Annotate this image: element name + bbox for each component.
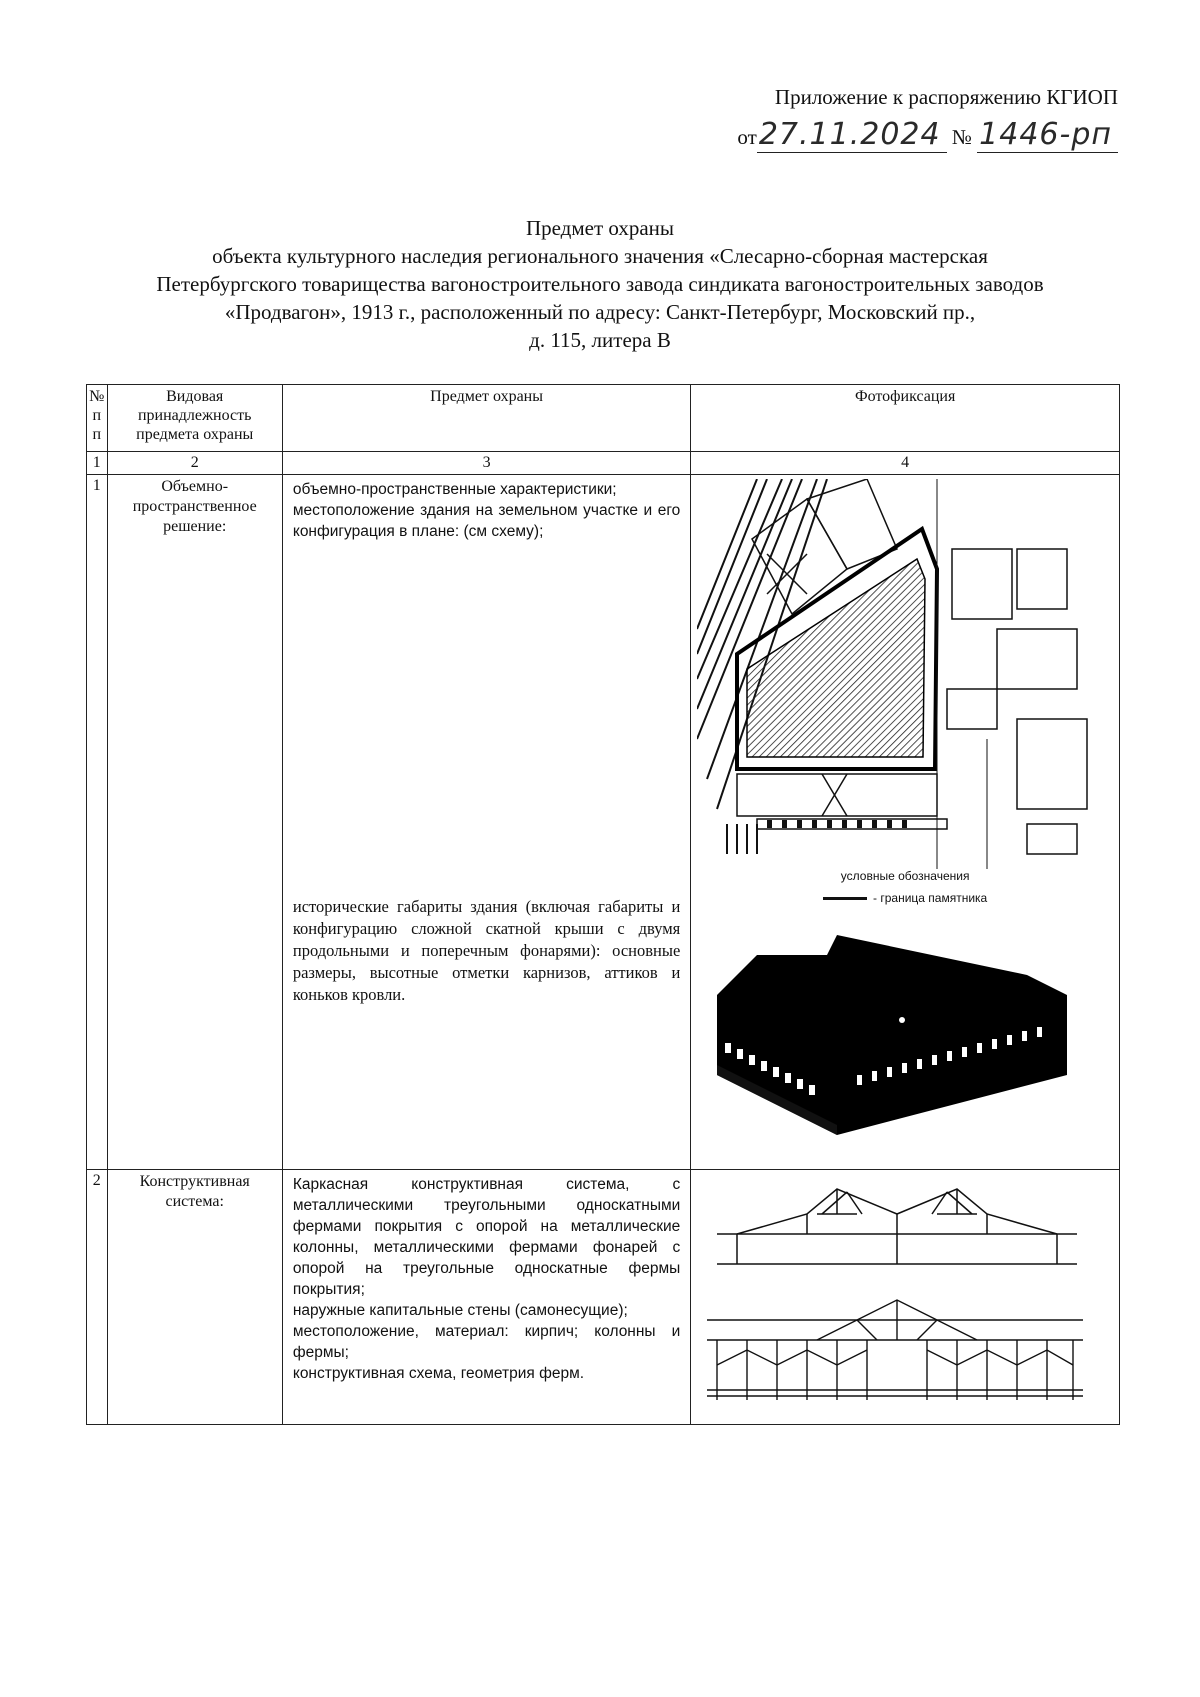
building-3d-view — [697, 925, 1093, 1135]
header-subject: Предмет охраны — [282, 385, 690, 452]
header-kind: Видовая принадлежность предмета охраны — [107, 385, 282, 452]
column-number-row — [87, 452, 1120, 475]
header-row — [87, 385, 1120, 452]
row-1-subject — [282, 475, 690, 1170]
protection-table — [86, 384, 1120, 1425]
col-number-4: 4 — [691, 452, 1120, 475]
row-2-subject-text: Каркасная конструктивная система, с металлическими треугольными односкатными фермами покрытия с опорой на металлические колонны, металлическими фермами фонарей с опорой на треугольные односкатные фермы покрытия; наружные капитальные стены (самонесущие); местоположение, материал: кирпич; колонны и фермы; конструктивная схема, геометрия ферм. — [292, 1176, 681, 1382]
row-2-photo — [691, 1170, 1120, 1425]
col-number-3: 3 — [282, 452, 690, 475]
header-num: № п п — [87, 385, 108, 452]
annex-title: Приложение к распоряжению КГИОП — [774, 85, 1118, 109]
title-line-3: Петербургского товарищества вагоностроительного завода синдиката вагоностроительных заводов — [156, 272, 1044, 296]
row-1-num: 1 — [87, 475, 108, 1170]
row-2-num: 2 — [87, 1170, 108, 1425]
number-label: № — [951, 125, 972, 149]
row-2-subject — [282, 1170, 690, 1425]
legend-item: - граница памятника — [873, 891, 988, 905]
title-line-5: д. 115, литера В — [529, 328, 671, 352]
header-photo: Фотофиксация — [691, 385, 1120, 452]
site-plan-figure — [697, 479, 1093, 869]
document-title — [70, 214, 1130, 354]
map-legend — [697, 869, 1113, 905]
title-line-4: «Продвагон», 1913 г., расположенный по адресу: Санкт-Петербург, Московский пр., — [224, 300, 976, 324]
row-1-kind: Объемно-пространственное решение: — [107, 475, 282, 1170]
row-1-subject-a: объемно-пространственные характеристики; местоположение здания на земельном участке и его конфигурация в плане: (см схему); — [292, 481, 681, 540]
annex-date-number — [737, 117, 1118, 152]
handwritten-date: 27.11.2024 — [757, 117, 947, 153]
col-number-1: 1 — [87, 452, 108, 475]
annex-header — [737, 82, 1118, 152]
from-label: от — [737, 125, 757, 149]
truss-section-lower — [697, 1290, 1093, 1410]
legend-row — [697, 891, 1113, 905]
row-1-photo — [691, 475, 1120, 1170]
table-row — [87, 1170, 1120, 1425]
truss-section-upper — [697, 1174, 1093, 1274]
row-1-subject-b: исторические габариты здания (включая габариты и конфигурацию сложной скатной крыши с двумя продольными и поперечным фонарями): основные размеры, высотные отметки карнизов, аттиков и коньков кровли. — [292, 897, 681, 1004]
col-number-2: 2 — [107, 452, 282, 475]
title-line-1: Предмет охраны — [525, 216, 675, 240]
boundary-line-swatch — [823, 897, 867, 900]
row-2-kind: Конструктивная система: — [107, 1170, 282, 1425]
table-row — [87, 475, 1120, 1170]
legend-title: условные обозначения — [840, 869, 970, 883]
handwritten-number: 1446-рп — [977, 117, 1118, 153]
title-line-2: объекта культурного наследия регионального значения «Слесарно-сборная мастерская — [212, 244, 988, 268]
